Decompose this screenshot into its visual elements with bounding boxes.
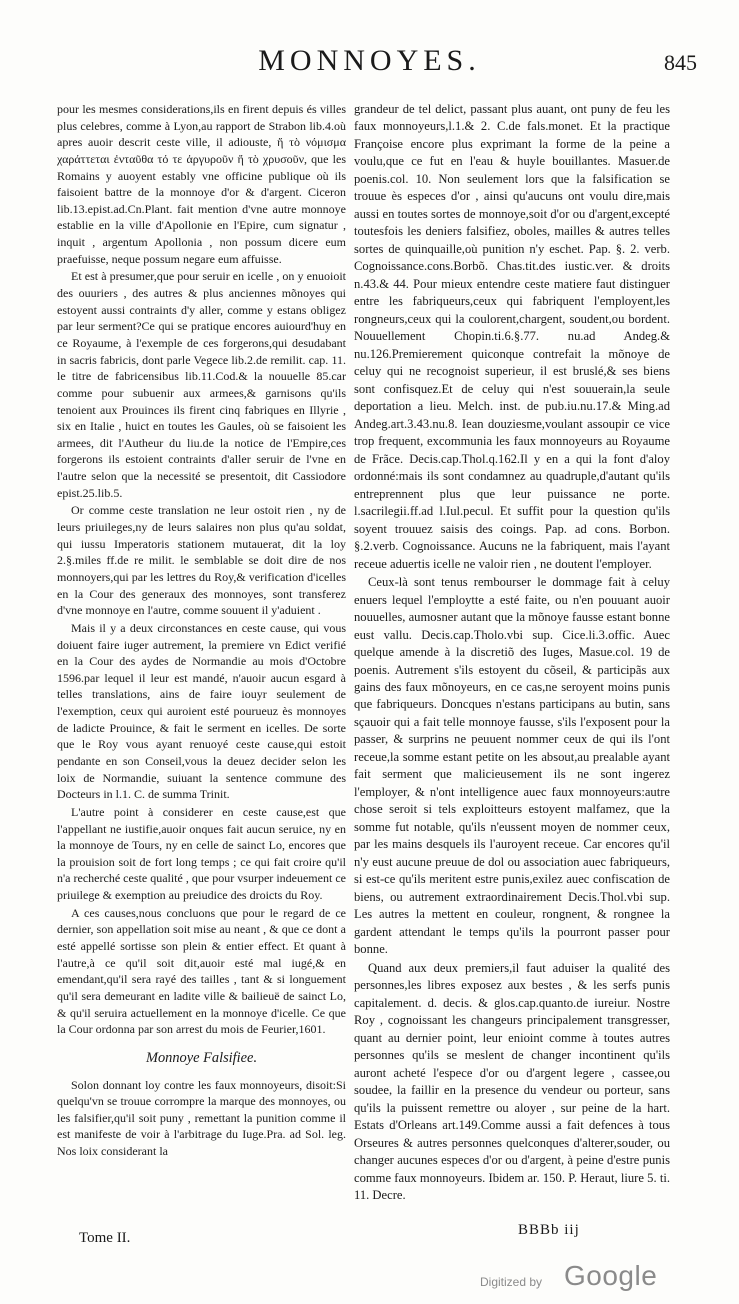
- digitized-watermark: [480, 1262, 720, 1292]
- left-paragraph-7: Solon donnant loy contre les faux monnoyeurs, disoit:Si quelqu'vn se trouue corrompre la marque des monnoyes, ou les falsifier,qu'il soit puny , remettant la punition comme il est manifeste de voir à l'arbitrage du Iuge.Pra. ad Sol. leg. Nos loix considerant la: [57, 1077, 346, 1159]
- running-header-title: MONNOYES.: [258, 44, 481, 77]
- digitized-by-text: Digitized by: [480, 1275, 543, 1289]
- google-logo: Google: [564, 1260, 658, 1291]
- section-heading: Monnoye Falsifiee.: [145, 1049, 258, 1066]
- left-paragraph-5: L'autre point à considerer en ceste cause,est que l'appellant ne iustifie,auoir onques fait aucun seruice, ny en la monnoye de Tours, ny en celle de sainct Lo, encores que la prouision soit de fort long temps ; ce qui fait croire qu'il n'a recherché ceste qualité , que pour vsurper indeuement ce priuilege & exemption au preiudice des droicts du Roy.: [57, 804, 346, 903]
- left-column: [57, 101, 346, 1160]
- volume-label: Tome II.: [79, 1230, 131, 1246]
- left-paragraph-2: Et est à presumer,que pour seruir en icelle , on y enuoioit des ouuriers , des autres & plus anciennes mõnoyes qui estoyent aussi contraints d'y aller, comme y estans obligez par leur serment?Ce qui se pratique encores auiourd'huy en ce Royaume, à l'exemple de ces forgerons,qui desudabant in sacris fabricis, dont parle Vegece lib.2.de remilit. cap. 11. le titre de fabricensibus lib.11.Cod.& la nouuelle 85.car comme pour subuenir aux armees,& garnisons qu'ils tenoient aux Prouinces ils firent cinq fabriques en Illyrie , six en Italie , huict en toutes les Gaules, où se faisoient les armees, dit l'Autheur du liu.de la notice de l'Empire,ces forgerons ils estoient contraints d'aller seruir de l'vne en l'autre selon que la necessité se presentoit, dit Cassiodore epist.25.lib.5.: [57, 269, 346, 500]
- right-paragraph-1: grandeur de tel delict, passant plus auant, ont puny de feu les faux monnoyeurs,l.1.& 2. C.de fals.monet. Et la practique Françoise encore plus exprimant la forme de la peine a voulu,que ce fut en l'eau & huyle bouillantes. Masuer.de poenis.col. 10. Non seulement lors que la falsification se trouue ès especes d'or , ainsi qu'aucuns ont voulu dire,mais aussi en toutes sortes de monnoye,soit d'or ou d'argent,excepté toutesfois les deniers falsifiez, oboles, mailles & autres telles sortes de quinquaille,où punition n'y eschet. Pap. §. 2. verb. Cognoissance.cons.Borbõ. Chas.tit.des iustic.ver. & droits n.43.& 44. Pour mieux entendre ceste matiere faut distinguer entre les fabriqueurs,ceux qui fabriquent l'employent,les rongneurs,ceux qui la coulorent,chargent, soudent,ou bordent. Nouuellement Chopin.ti.6.§.77. nu.ad Andeg.& nu.126.Premierement quiconque contrefait la mõnoye de celuy qui ne recognoist superieur, il est bruslé,& ses biens sont confisquez.Et de celuy qui n'est souuerain,la seule deportation a lieu. Melch. inst. de pub.iu.nu.17.& Ming.ad Andeg.art.3.43.nu.8. Iean douziesme,voulant assoupir ce vice trop frequent, excommunia les faux monnoyeurs au Royaume de Frãce. Decis.cap.Thol.q.162.Il y en a qui la font d'aloy ordonné:mais ils sont condamnez au quadruple,d'autant qu'ils entreprennent plus que leur puissance ne porte. l.sacrilegii.ff.ad l.Iul.pecul. Et suffit pour la question qu'ils soyent trouuez saisis des coings. Pap. ad cons. Borbon. §.2.verb. Cognoissance. Aucuns ne la fabriquent, mais l'ayant receue aduertis icelle ne valoir rien , ne doutent l'employer.: [354, 102, 670, 571]
- right-column: [354, 101, 670, 1205]
- page-number: 845: [664, 50, 697, 75]
- left-paragraph-3: Or comme ceste translation ne leur ostoit rien , ny de leurs priuileges,ny de leurs salaires non plus qu'au soldat, qui iussu Imperatoris stationem mutauerat, dit la loy 2.§.miles ff.de re milit. le semblable se doit dire de nos monnoyers,qui par les lettres du Roy,& verification d'icelles en la Cour des generaux des monnoyes, sont transferez d'vne monnoye en l'autre, comme souuent il y'aduient .: [57, 503, 346, 618]
- right-paragraph-2: Ceux-là sont tenus rembourser le dommage fait à celuy enuers lequel l'employtte a esté faite, ou n'en pouuant auoir nouuelles, aumosner autant que la mõnoye fausse estant bonne eust vallu. Decis.cap.Tholo.vbi sup. Cice.li.3.offic. Auec quelque amende à la discretiõ des Iuges, Masue.col. 19 de poenis. Autrement s'ils estoyent du cõseil, & participãs aux gains des faux mõnoyeurs, en ce cas,ne seroyent moins punis que fabriqueurs. Doncques n'estans participans au butin, sans sçauoir qui a fait telle monnoye fausse, s'ils l'exposent pour la passer, & surprins ne peuuent nommer ceux de qui ils l'ont receue,la somme estant petite on les absout,au prealable ayant fait serment que malicieusement ils ne sont ingerez l'employer, & n'ont intelligence auec faux monnoyeurs:autre chose seroit si tels exploitteurs estoyent malfamez, que la somme fut notable, qu'ils n'eussent moyen de nommer ceux, par les mains desquels ils l'auroyent receue. Car encores qu'il n'y eust aucune preuue de dol ou association auec fabriqueurs, si est-ce qu'ils meritent estre punis,exilez auec confiscation de biens, ou autrement extraordinairement Decis.Thol.vbi sup. Les autres la mettent en couleur, rongnent, & rongnee la gardent attendant le temps qu'ils la pourront passer pour bonne.: [354, 575, 670, 957]
- left-paragraph-1: pour les mesmes considerations,ils en firent depuis és villes plus celebres, comme à Lyon,au rapport de Strabon lib.4.où apres auoir descrit ceste ville, il adiouste, ἤ τὸ νόμισμα χαράττεται ἐνταῦθα τό τε ἀργυροῦν ἤ τὸ χρυσοῦν, que les Romains y auoyent estably vne officine publique où ils faisoient battre de la monnoye d'or & d'argent. Ciceron lib.13.epist.ad.Cn.Plant. fait mention d'vne autre monnoye establie en la ville d'Apollonie en l'Epire, cum signatur , inquit , argentum Apollonia , non possum dicere eum praefuisse, neque possum negare eum affuisse.: [57, 102, 346, 266]
- left-paragraph-6: A ces causes,nous concluons que pour le regard de ce dernier, son appellation soit mise au neant , & que ce dont a esté appellé sortisse son plein & entier effect. Et quant à l'autre,à ce qu'il soit dit,auoir esté mal iugé,& en emendant,qu'il sera rayé des tailles , tant & si longuement qu'il sera demeurant en ladite ville & bailieuë de sainct Lo, & qu'il seruira actuellement en la monnoye d'icelle. Ce que la Cour ordonna par son arrest du mois de Feurier,1601.: [57, 905, 346, 1037]
- left-paragraph-4: Mais il y a deux circonstances en ceste cause, qui vous doiuent faire iuger autrement, la premiere vn Edict verifié en la Cour des aydes de Normandie au mois d'Octobre 1596.par lequel il leur est mandé, n'auoir aucun esgard à telles translations, ains de faire iouyr seulement de l'exemption, ceux qui auroient esté pourueuz ès monnoyes de ladicte Prouince, & fait le serment en icelles. De sorte que le Roy vous ayant renuoyé ceste cause,qui estoit pendante en son Conseil,vous la deuez decider selon les loix de Normandie, suiuant la sentence commune des Docteurs in l.1. C. de summa Trinit.: [57, 620, 346, 802]
- signature-mark: BBBb iij: [518, 1222, 580, 1238]
- right-paragraph-3: Quand aux deux premiers,il faut aduiser la qualité des personnes,les libres exposez aux bestes , & les serfs punis capitalement. d. decis. & glos.cap.quanto.de iureiur. Nostre Roy , cognoissant les changeurs principalement transgresser, quant au dernier point, leur enioint comme à toutes autres personnes qu'ils se meslent de changer incontinent qu'ils auront acheté l'espece d'or ou d'argent legere , cassee,ou soudee, la faillir en la presence du vendeur ou porteur, sans qu'ils la puissent remettre ou aloyer , sur peine de la hart. Estats d'Orleans art.149.Comme aussi a fait defences à tous Orseures & autres personnes quelconques d'alterer,souder, ou changer aucunes especes d'or ou d'argent, à peine d'estre punis comme faux monnoyeurs. Ibidem ar. 150. P. Heraut, liure 5. ti. 11. Decre.: [354, 960, 670, 1203]
